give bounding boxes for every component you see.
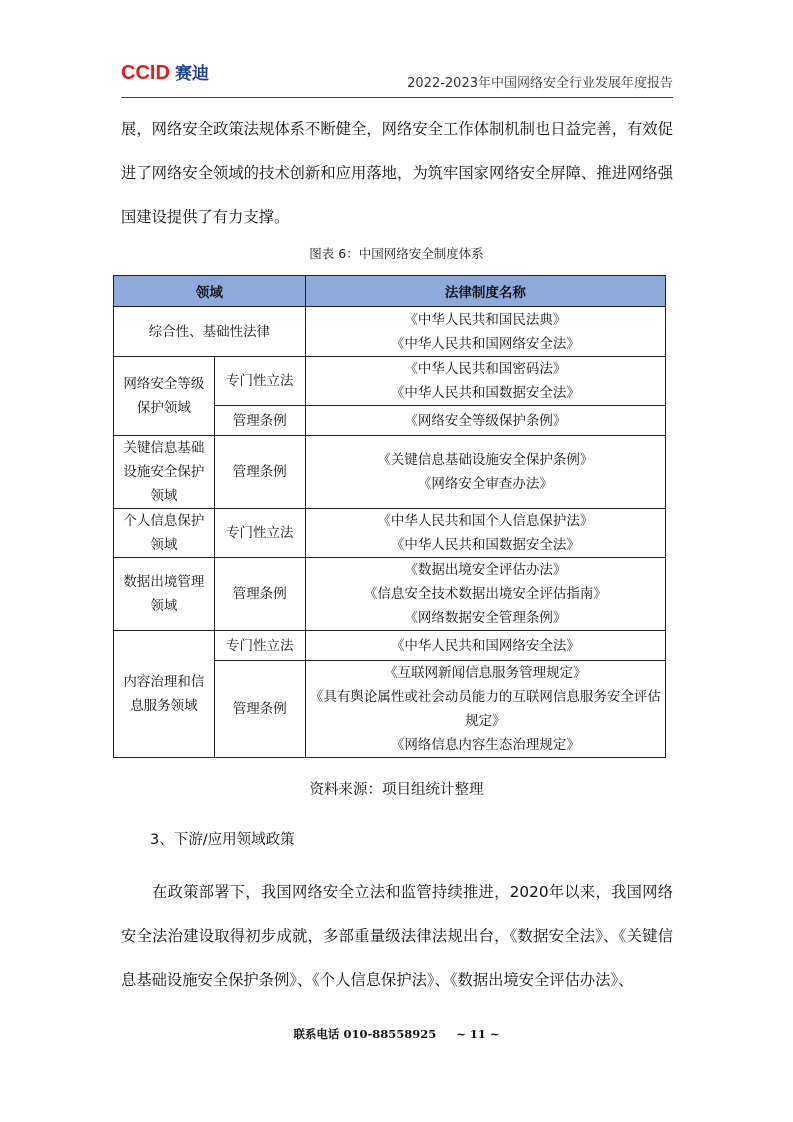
body-paragraph-2: 在政策部署下，我国网络安全立法和监管持续推进，2020年以来，我国网络安全法治建设取得初步成就，多部重量级法律法规出台，《数据安全法》、《关键信息基础设施安全保护条例》、《个人信息保护法》、《数据出境安全评估办法》、: [121, 883, 673, 989]
law-name: 《中华人民共和国个人信息保护法》: [377, 513, 594, 529]
law-name: 《网络安全等级保护条例》: [404, 412, 567, 429]
svg-text:CCID: CCID: [121, 62, 170, 84]
header-laws: 法律制度名称: [305, 276, 665, 307]
laws-cell: [305, 357, 665, 406]
law-name: 《网络安全审查办法》: [417, 476, 553, 492]
law-name: 《中华人民共和国密码法》: [404, 361, 567, 377]
law-name: 《数据出境安全评估办法》: [404, 562, 567, 578]
domain-cell: 数据出境管理领域: [114, 558, 215, 631]
domain-cell: 综合性、基础性法律: [114, 307, 306, 357]
type-cell: 管理条例: [214, 406, 305, 436]
domain-cell: 内容治理和信息服务领域: [114, 631, 215, 758]
law-name: 《中华人民共和国网络安全法》: [390, 637, 580, 654]
domain-cell: 关键信息基础设施安全保护领域: [114, 436, 215, 509]
laws-cell: [305, 558, 665, 631]
type-cell: 专门性立法: [214, 509, 305, 558]
law-name: 《中华人民共和国数据安全法》: [390, 385, 580, 401]
type-cell: 专门性立法: [214, 631, 305, 661]
law-name: 《网络数据安全管理条例》: [404, 610, 567, 626]
page-footer: [0, 1026, 793, 1042]
report-title: 2022-2023年中国网络安全行业发展年度报告: [407, 76, 673, 91]
type-cell: 管理条例: [214, 436, 305, 509]
type-cell: 管理条例: [214, 558, 305, 631]
figure-source: 资料来源：项目组统计整理: [309, 782, 484, 798]
domain-cell: 网络安全等级保护领域: [114, 357, 215, 436]
law-name: 《中华人民共和国网络安全法》: [390, 335, 580, 352]
ccid-logo: [121, 60, 221, 84]
laws-cell: [305, 631, 665, 661]
svg-text:赛迪: 赛迪: [175, 64, 209, 84]
body-paragraph-1: 展，网络安全政策法规体系不断健全，网络安全工作体制机制也日益完善，有效促进了网络安全领域的技术创新和应用落地，为筑牢国家网络安全屏障、推进网络强国建设提供了有力支撑。: [121, 120, 673, 226]
section-heading: 3、下游/应用领域政策: [150, 832, 295, 848]
figure-caption: 图表 6：中国网络安全制度体系: [309, 246, 484, 261]
table-row: [114, 436, 666, 509]
law-name: 《中华人民共和国数据安全法》: [390, 537, 580, 553]
law-system-table: [113, 275, 666, 758]
law-name: 《互联网新闻信息服务管理规定》: [384, 665, 587, 681]
table-row: [114, 509, 666, 558]
domain-cell: 个人信息保护领域: [114, 509, 215, 558]
laws-cell: [305, 307, 665, 357]
law-name: 《中华人民共和国民法典》: [404, 311, 567, 328]
laws-cell: [305, 661, 665, 758]
laws-cell: [305, 509, 665, 558]
laws-cell: [305, 406, 665, 436]
header-domain: 领域: [114, 276, 306, 307]
page-number: ~ 11 ~: [456, 1027, 500, 1041]
law-name: 《信息安全技术数据出境安全评估指南》: [363, 586, 607, 602]
law-name: 《具有舆论属性或社会动员能力的互联网信息服务安全评估规定》: [309, 689, 661, 729]
type-cell: 专门性立法: [214, 357, 305, 406]
table-row: [114, 307, 666, 357]
table-row: [114, 558, 666, 631]
table-row: [114, 357, 666, 406]
table-header-row: [114, 276, 666, 307]
table-row: [114, 631, 666, 661]
contact-phone: 联系电话 010-88558925: [293, 1027, 437, 1041]
law-name: 《关键信息基础设施安全保护条例》: [377, 452, 594, 468]
law-name: 《网络信息内容生态治理规定》: [390, 737, 580, 753]
laws-cell: [305, 436, 665, 509]
header-divider: [121, 97, 673, 98]
type-cell: 管理条例: [214, 661, 305, 758]
